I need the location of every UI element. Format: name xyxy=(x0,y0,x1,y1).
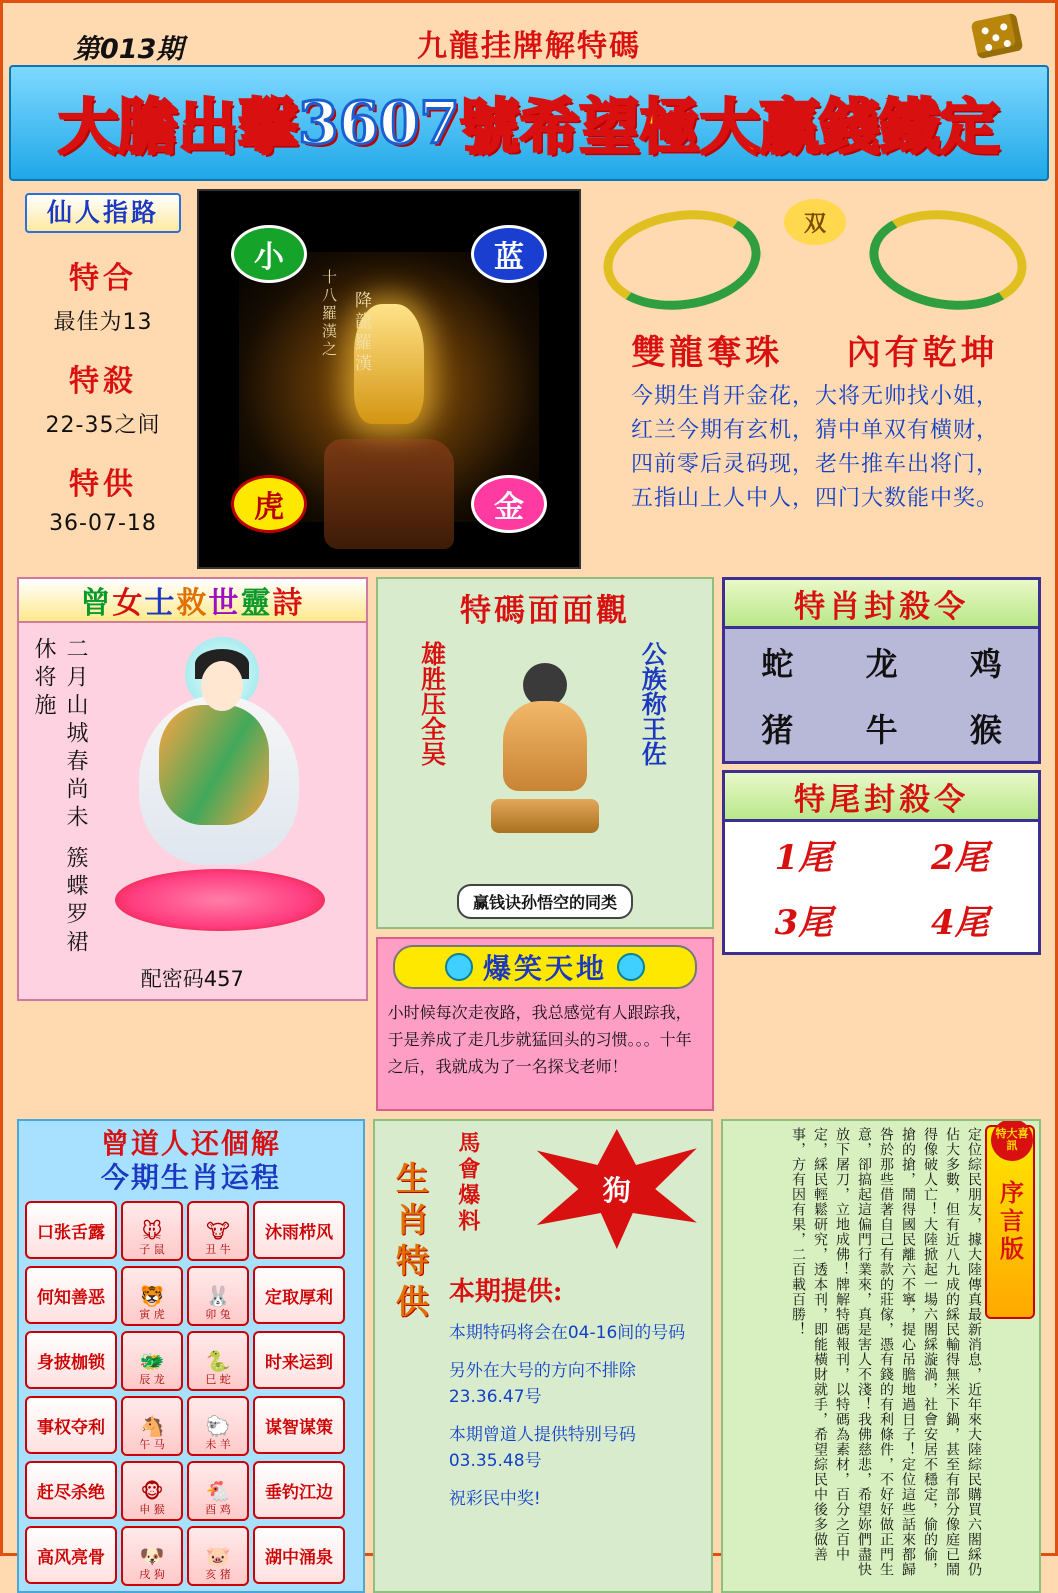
dog-icon: 🐶 xyxy=(139,1544,165,1568)
kill-zodiac-1: 龙 xyxy=(865,645,898,683)
zodiac-left-phrase-3: 事权夺利 xyxy=(25,1396,117,1454)
buddha-illustration xyxy=(485,663,605,833)
immortal-value-1: 22-35之间 xyxy=(45,413,161,438)
zodiac-animal-dragon xyxy=(121,1331,183,1391)
rabbit-label: 卯 兔 xyxy=(205,1308,231,1321)
luohan-photo xyxy=(197,189,581,569)
kill-zodiac-3: 猪 xyxy=(761,711,794,749)
kill-zodiac-title-text: 特肖封殺令 xyxy=(794,588,970,625)
tema-right-column: 公族称王佐 xyxy=(638,641,668,766)
zodiac-animal-rat xyxy=(121,1201,183,1261)
banner-number-2: 07 xyxy=(379,89,460,157)
tiger-icon: 🐯 xyxy=(139,1284,165,1308)
zodiac-grid xyxy=(25,1201,357,1586)
joke-body: 小时候每次走夜路，我总感觉有人跟踪我，于是养成了走几步就猛回头的习惯。。。十年之后，我就成为了一名探戈老师！ xyxy=(387,1003,692,1076)
zodiac-animal-tiger xyxy=(121,1266,183,1326)
preface-badge: 特大喜訊 xyxy=(991,1119,1033,1161)
lady-poem-title xyxy=(19,579,366,623)
horse-line-1: 另外在大号的方向不排除23.36.47号 xyxy=(448,1361,636,1407)
monkey-label: 申 猴 xyxy=(139,1503,165,1516)
kill-tail-2: 3尾 xyxy=(774,903,833,943)
goat-icon: 🐑 xyxy=(205,1414,231,1438)
immortal-key-1: 特殺 xyxy=(69,364,137,399)
lady-verse: 二月山城春尚未 簇蝶罗裙休将施 xyxy=(31,637,88,958)
zodiac-right-phrase-0: 沐雨栉风 xyxy=(253,1201,345,1259)
dragon-label: 辰 龙 xyxy=(139,1373,165,1386)
kill-zodiac-panel xyxy=(722,577,1041,764)
kill-tail-row-2 xyxy=(725,887,1038,952)
burst-graphic xyxy=(537,1129,697,1249)
kill-tail-0: 1尾 xyxy=(774,838,833,878)
buddha-body xyxy=(503,701,587,791)
kill-tail-3: 4尾 xyxy=(930,903,989,943)
horse-label: 午 马 xyxy=(139,1438,165,1451)
zodiac-left-phrase-2: 身披枷锁 xyxy=(25,1331,117,1389)
zodiac-left-phrase-0: 口张舌露 xyxy=(25,1201,117,1259)
horse-line-0: 本期特码将会在04-16间的号码 xyxy=(448,1323,686,1343)
zodiac-animal-rabbit xyxy=(187,1266,249,1326)
lotus-shape xyxy=(115,869,325,931)
photo-caption-2: 降龍羅漢 xyxy=(351,291,371,375)
lady-title-char-1: 女 xyxy=(112,586,145,621)
zodiac-right-phrase-1: 定取厚利 xyxy=(253,1266,345,1324)
kill-zodiac-row-2 xyxy=(725,695,1038,761)
snake-label: 巳 蛇 xyxy=(205,1373,231,1386)
zodiac-animal-horse xyxy=(121,1396,183,1456)
immortal-guide-panel xyxy=(19,189,187,569)
kill-zodiac-4: 牛 xyxy=(865,711,898,749)
preface-ribbon-label: 序言版 xyxy=(995,1180,1025,1264)
bubble-tiger: 虎 xyxy=(231,475,307,533)
goat-label: 未 羊 xyxy=(205,1438,231,1451)
tema-panel xyxy=(376,577,715,929)
lady-title-char-0: 曾 xyxy=(80,586,113,621)
issue-number: 第013期 xyxy=(73,34,184,65)
lady-title-char-5: 靈 xyxy=(240,586,273,621)
kill-tail-row-1 xyxy=(725,822,1038,887)
immortal-key-2: 特供 xyxy=(69,467,137,502)
monkey-icon: 🐵 xyxy=(140,1479,164,1503)
banner-left-text: 大膽出擊 xyxy=(58,93,299,163)
row-top xyxy=(19,189,1039,569)
tema-note: 赢钱诀孙悟空的同类 xyxy=(457,884,633,919)
immortal-key-0: 特合 xyxy=(69,261,137,296)
zodiac-right-phrase-2: 时来运到 xyxy=(253,1331,345,1389)
buddha-base xyxy=(491,799,599,833)
dragon-poem xyxy=(591,380,1039,516)
main-banner xyxy=(9,65,1049,181)
dragon-panel xyxy=(591,189,1039,569)
horse-heading: 本期提供: xyxy=(448,1277,563,1307)
middle-column xyxy=(376,577,715,1111)
rooster-icon: 🐔 xyxy=(205,1479,231,1503)
zodiac-animal-pig xyxy=(187,1526,249,1586)
zodiac-left-phrase-5: 高风亮骨 xyxy=(25,1526,117,1584)
zodiac-left-phrase-4: 赶尽杀绝 xyxy=(25,1461,117,1519)
zodiac-forecast-title xyxy=(19,1121,363,1195)
dragon-title-right: 內有乾坤 xyxy=(846,333,999,373)
snake-icon: 🐍 xyxy=(205,1349,231,1373)
dragon-right-icon xyxy=(863,200,1033,319)
tema-title-text: 特碼面面觀 xyxy=(459,593,630,629)
zodiac-right-phrase-3: 谋智谋策 xyxy=(253,1396,345,1454)
zodiac-right-phrase-4: 垂钓江边 xyxy=(253,1461,345,1519)
preface-text: 定位綜民朋友，據大陸傳真最新消息，近年來大陸綜民購買六閤綵仍佔大多數，但有近八九成的綵民輸得無米下鍋，甚至有部分像庭已鬧得像破人亡！大陸掀起一場六閤綵漩渦，社會安居不穩定，偷的偷，搶的搶，鬧得國民離六不寧，提心吊膽地過日子！定位這些話來都歸咎於那些借著自己有款的莊傢，憑有錢的有利條件，不好好做正門生意，卻搞起這偏門行業來，真是害人不淺！我佛慈悲，希望妳們盡快放下屠刀，立地成佛！牌解特碼報刊，以特碼為素材，百分之百中定，綵民輕鬆研究，透本刊，即能橫財就手，希望綜民中後多做善事，方有因有果，二百載百勝！ xyxy=(790,1127,982,1577)
site-title: 九龍挂牌解特碼 xyxy=(417,29,641,64)
poem-line-2: 四前零后灵码现，老牛推车出将门， xyxy=(630,452,999,477)
kill-tail-panel xyxy=(722,770,1041,955)
zodiac-animal-goat xyxy=(187,1396,249,1456)
horse-vertical-title: 生肖特供 xyxy=(390,1161,430,1325)
lady-title-char-4: 世 xyxy=(208,586,241,621)
tema-left-column: 雄胜压全吴 xyxy=(417,641,447,766)
zodiac-animal-dog xyxy=(121,1526,183,1586)
dragon-left-icon xyxy=(597,200,767,319)
smiley-icon-right xyxy=(617,953,645,981)
lady-title-char-6: 詩 xyxy=(272,586,305,621)
zodiac-forecast-panel xyxy=(17,1119,365,1593)
dragon-title-left: 雙龍奪珠 xyxy=(631,333,784,373)
banner-right-text: 號希望極大贏錢鐵定 xyxy=(459,93,1000,163)
smiley-icon-left xyxy=(445,953,473,981)
row-middle xyxy=(17,577,1041,1111)
kill-zodiac-row-1 xyxy=(725,629,1038,695)
horse-line-3: 祝彩民中奖! xyxy=(448,1489,541,1509)
rooster-label: 酉 鸡 xyxy=(205,1503,231,1516)
right-column xyxy=(722,577,1041,961)
immortal-value-2: 36-07-18 xyxy=(49,511,157,536)
poem-line-1: 红兰今期有玄机，猜中单双有横财， xyxy=(630,418,999,443)
banner-number-1: 36 xyxy=(298,89,379,157)
lady-title-char-3: 救 xyxy=(176,586,209,621)
kill-zodiac-title xyxy=(725,580,1038,629)
photo-rock xyxy=(324,439,454,549)
kill-zodiac-5: 猴 xyxy=(969,711,1002,749)
horse-body xyxy=(449,1271,701,1512)
immortal-value-0: 最佳为13 xyxy=(53,310,153,335)
kill-tail-1: 2尾 xyxy=(930,838,989,878)
rabbit-icon: 🐰 xyxy=(205,1284,231,1308)
bubble-blue: 蓝 xyxy=(471,225,547,283)
preface-column xyxy=(721,1119,1041,1593)
photo-caption-1: 十八羅漢之 xyxy=(320,269,338,359)
joke-title: 爆笑天地 xyxy=(482,952,607,985)
face-shape xyxy=(201,661,243,711)
kill-tail-title-text: 特尾封殺令 xyxy=(794,781,970,818)
poem-line-0: 今期生肖开金花，大将无帅找小姐， xyxy=(630,384,999,409)
joke-panel xyxy=(376,937,715,1111)
ox-label: 丑 牛 xyxy=(205,1243,231,1256)
ox-icon: 🐮 xyxy=(206,1219,230,1243)
bubble-small: 小 xyxy=(231,225,307,283)
pig-label: 亥 猪 xyxy=(205,1568,231,1581)
sash-shape xyxy=(159,705,269,825)
dragon-illustration xyxy=(591,193,1039,323)
zodiac-animal-monkey xyxy=(121,1461,183,1521)
kill-zodiac-2: 鸡 xyxy=(969,645,1002,683)
burst-word: 狗 xyxy=(602,1174,631,1207)
horse-tips-panel xyxy=(373,1119,713,1593)
kill-tail-title xyxy=(725,773,1038,822)
dragon-icon: 🐲 xyxy=(139,1349,165,1373)
horse-line-2: 本期曾道人提供特别号码03.35.48号 xyxy=(448,1425,636,1471)
lady-title-char-2: 士 xyxy=(144,586,177,621)
secret-code: 配密码457 xyxy=(140,967,244,991)
dragon-title xyxy=(591,325,1039,374)
joke-title-bar xyxy=(393,945,697,989)
dog-label: 戌 狗 xyxy=(139,1568,165,1581)
row-bottom xyxy=(17,1119,1041,1593)
zodiac-left-phrase-1: 何知善恶 xyxy=(25,1266,117,1324)
immortal-guide-title: 仙人指路 xyxy=(25,193,181,233)
page-header xyxy=(3,3,1055,65)
zodiac-title-line-2: 今期生肖运程 xyxy=(100,1161,281,1194)
horse-icon: 🐴 xyxy=(139,1414,165,1438)
zodiac-title-line-1: 曾道人还個解 xyxy=(100,1127,281,1160)
horse-top-label: 馬會爆料 xyxy=(454,1131,481,1235)
tiger-label: 寅 虎 xyxy=(139,1308,165,1321)
kill-zodiac-0: 蛇 xyxy=(761,645,794,683)
rat-icon: 🐭 xyxy=(141,1219,163,1243)
rat-label: 子 鼠 xyxy=(139,1243,165,1256)
zodiac-animal-snake xyxy=(187,1331,249,1391)
tema-title xyxy=(378,585,713,630)
dragon-pearl: 双 xyxy=(784,199,846,245)
lady-illustration xyxy=(97,633,347,933)
zodiac-right-phrase-5: 湖中涌泉 xyxy=(253,1526,345,1584)
poem-line-3: 五指山上人中人，四门大数能中奖。 xyxy=(630,486,999,511)
lady-poem-panel xyxy=(17,577,368,1001)
zodiac-animal-ox xyxy=(187,1201,249,1261)
bubble-gold: 金 xyxy=(471,475,547,533)
zodiac-animal-rooster xyxy=(187,1461,249,1521)
pig-icon: 🐷 xyxy=(205,1544,231,1568)
